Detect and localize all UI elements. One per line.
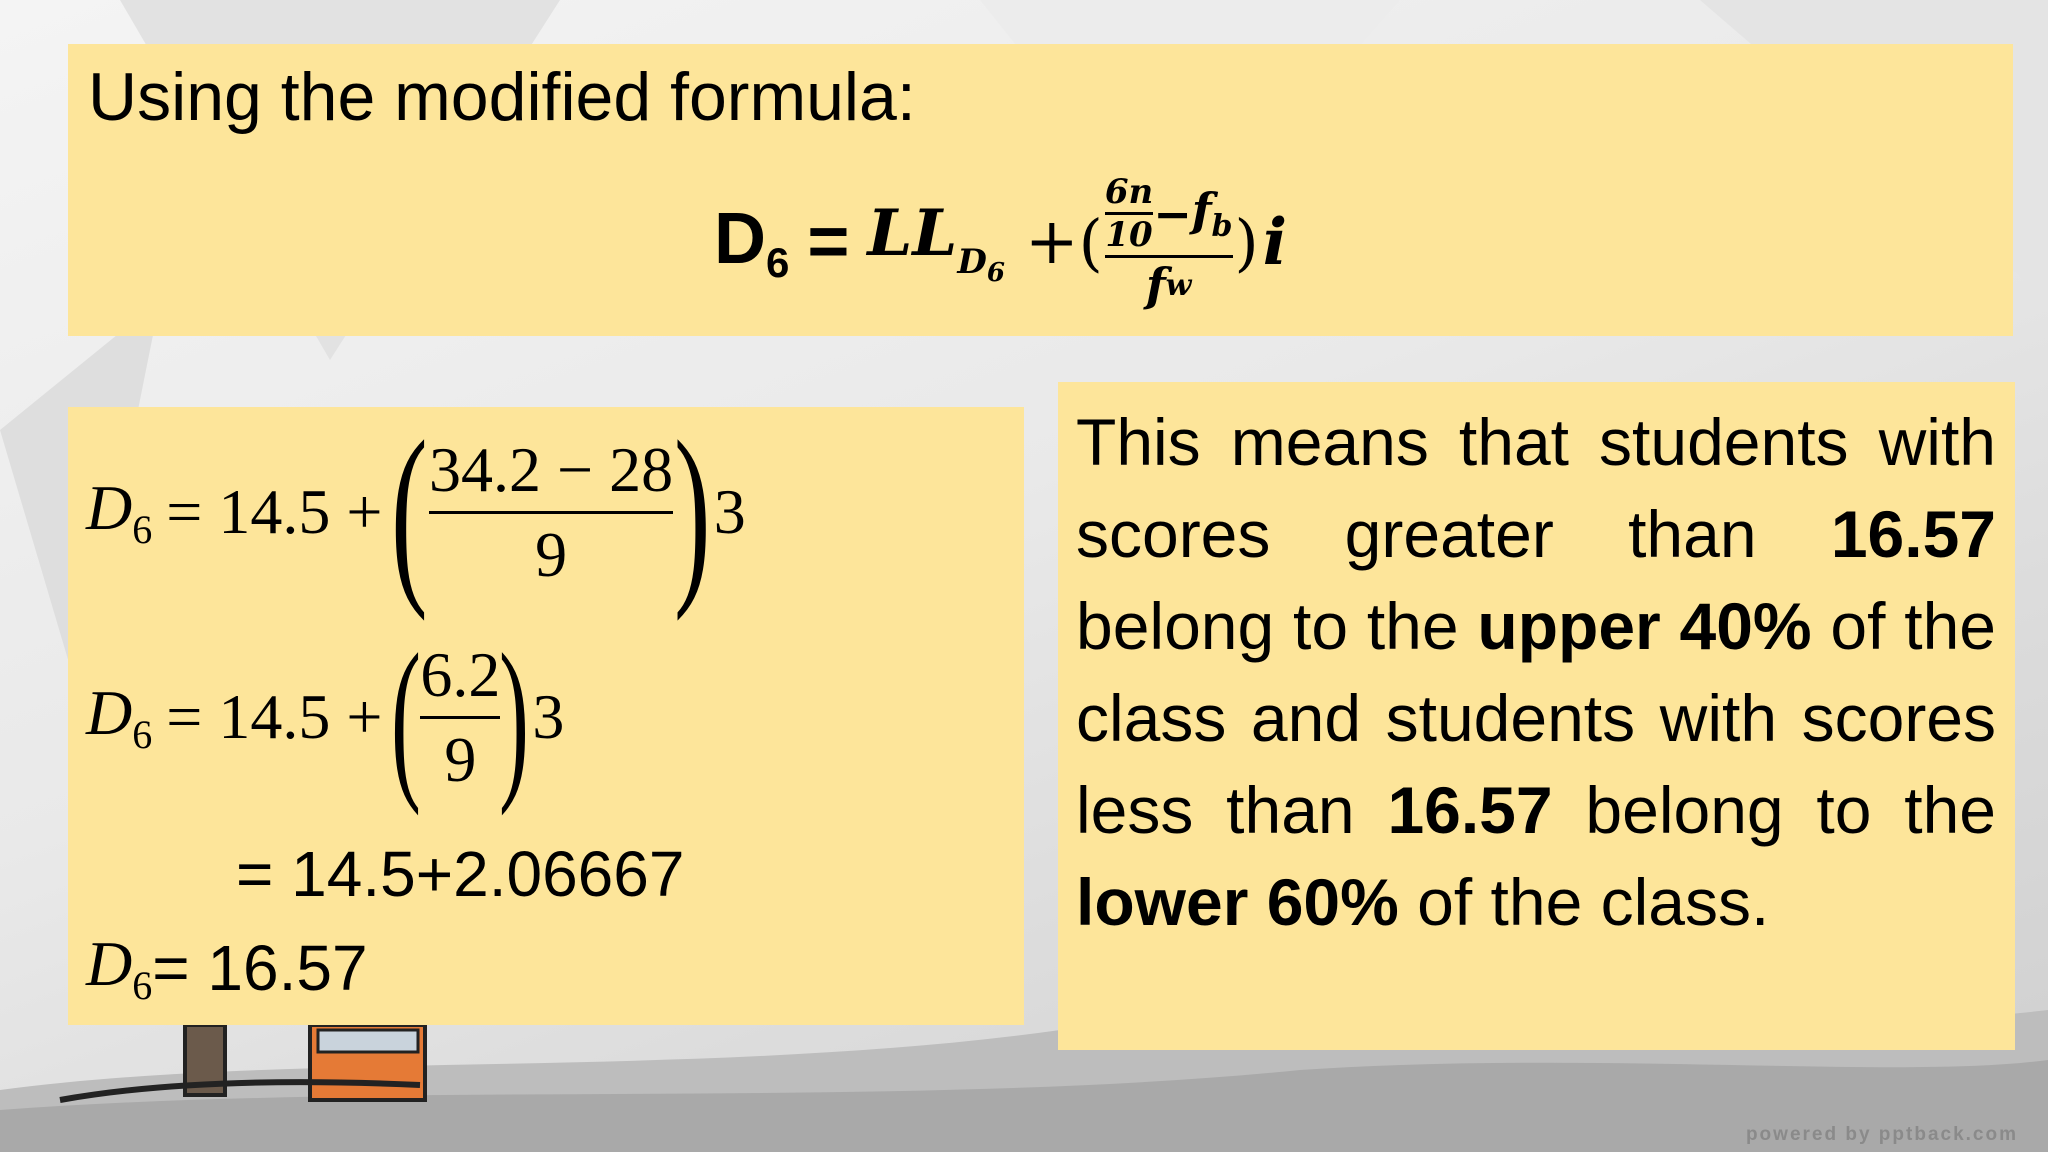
formula-equals: = bbox=[807, 202, 850, 282]
calc-line-2-multiplier: 3 bbox=[532, 681, 565, 752]
calc-line-2-open-paren: ( bbox=[391, 617, 422, 816]
explain-part-3: of the class and students with scores less than bbox=[1076, 589, 1996, 847]
watermark: powered by pptback.com bbox=[1745, 1124, 2018, 1145]
calc-line-2-start: = 14.5 + bbox=[166, 681, 383, 752]
calc-line-1-lhs: $D_6$ bbox=[86, 472, 153, 552]
formula-panel bbox=[68, 44, 2013, 336]
calc-line-1 bbox=[86, 401, 746, 622]
calc-line-1-multiplier: 3 bbox=[713, 476, 746, 547]
calc-line-2-denominator: 9 bbox=[444, 723, 477, 795]
calc-line-1-denominator: 9 bbox=[535, 518, 568, 590]
explain-part-1: This means that students with scores greater than bbox=[1076, 405, 1996, 571]
calc-line-1-bar bbox=[429, 511, 673, 514]
formula-intro: Using the modified formula: bbox=[88, 59, 916, 135]
calc-line-2-fraction bbox=[420, 638, 500, 797]
calc-line-2-close-paren: ) bbox=[499, 617, 530, 816]
inner-denominator: 10 bbox=[1105, 215, 1153, 255]
formula-interval: i bbox=[1262, 204, 1288, 280]
calc-line-1-numerator: 34.2 − 28 bbox=[429, 433, 674, 505]
calc-line-4-result: = 16.57 bbox=[152, 932, 368, 1004]
explain-part-2: belong to the bbox=[1076, 589, 1478, 663]
calc-line-1-open-paren: ( bbox=[391, 401, 429, 622]
calc-line-2-numerator: 6.2 bbox=[420, 638, 501, 710]
calc-line-1-start: = 14.5 + bbox=[166, 476, 383, 547]
calc-line-4 bbox=[86, 927, 368, 1009]
explanation-text bbox=[1076, 396, 1996, 948]
formula-lower-limit: $LL_{D_6}$ bbox=[867, 196, 1005, 288]
explain-bold-4: lower 60% bbox=[1076, 865, 1399, 939]
formula-denominator: f w bbox=[1145, 258, 1192, 312]
calc-line-2-lhs: $D_6$ bbox=[86, 677, 153, 757]
explain-part-4: belong to the bbox=[1552, 773, 1997, 847]
explanation-panel bbox=[1058, 382, 2015, 1050]
calc-line-2 bbox=[86, 617, 565, 816]
formula-close-paren: ) bbox=[1234, 205, 1259, 279]
calculation-panel bbox=[68, 401, 1024, 1025]
formula-inner-fraction bbox=[1105, 172, 1153, 255]
formula-numerator bbox=[1105, 172, 1233, 255]
modified-formula bbox=[714, 152, 1287, 332]
formula-plus: + bbox=[1024, 205, 1079, 279]
explain-part-5: of the class. bbox=[1398, 865, 1770, 939]
calc-line-3: = 14.5+2.06667 bbox=[236, 838, 685, 910]
calc-line-1-close-paren: ) bbox=[674, 401, 711, 622]
formula-fb: $f_b$ bbox=[1191, 183, 1233, 244]
inner-numerator: 6n bbox=[1104, 172, 1154, 212]
formula-fraction bbox=[1105, 172, 1233, 312]
explain-bold-2: upper 40% bbox=[1477, 589, 1812, 663]
formula-minus: − bbox=[1153, 186, 1192, 241]
explain-bold-3: 16.57 bbox=[1387, 773, 1553, 847]
explain-bold-1: 16.57 bbox=[1830, 497, 1996, 571]
calc-line-2-bar bbox=[420, 716, 500, 719]
formula-lhs: $D_6$ bbox=[714, 198, 790, 286]
calc-line-4-lhs: $D_6$ bbox=[86, 928, 153, 1008]
calc-line-1-fraction bbox=[429, 433, 673, 592]
formula-open-paren: ( bbox=[1078, 205, 1103, 279]
